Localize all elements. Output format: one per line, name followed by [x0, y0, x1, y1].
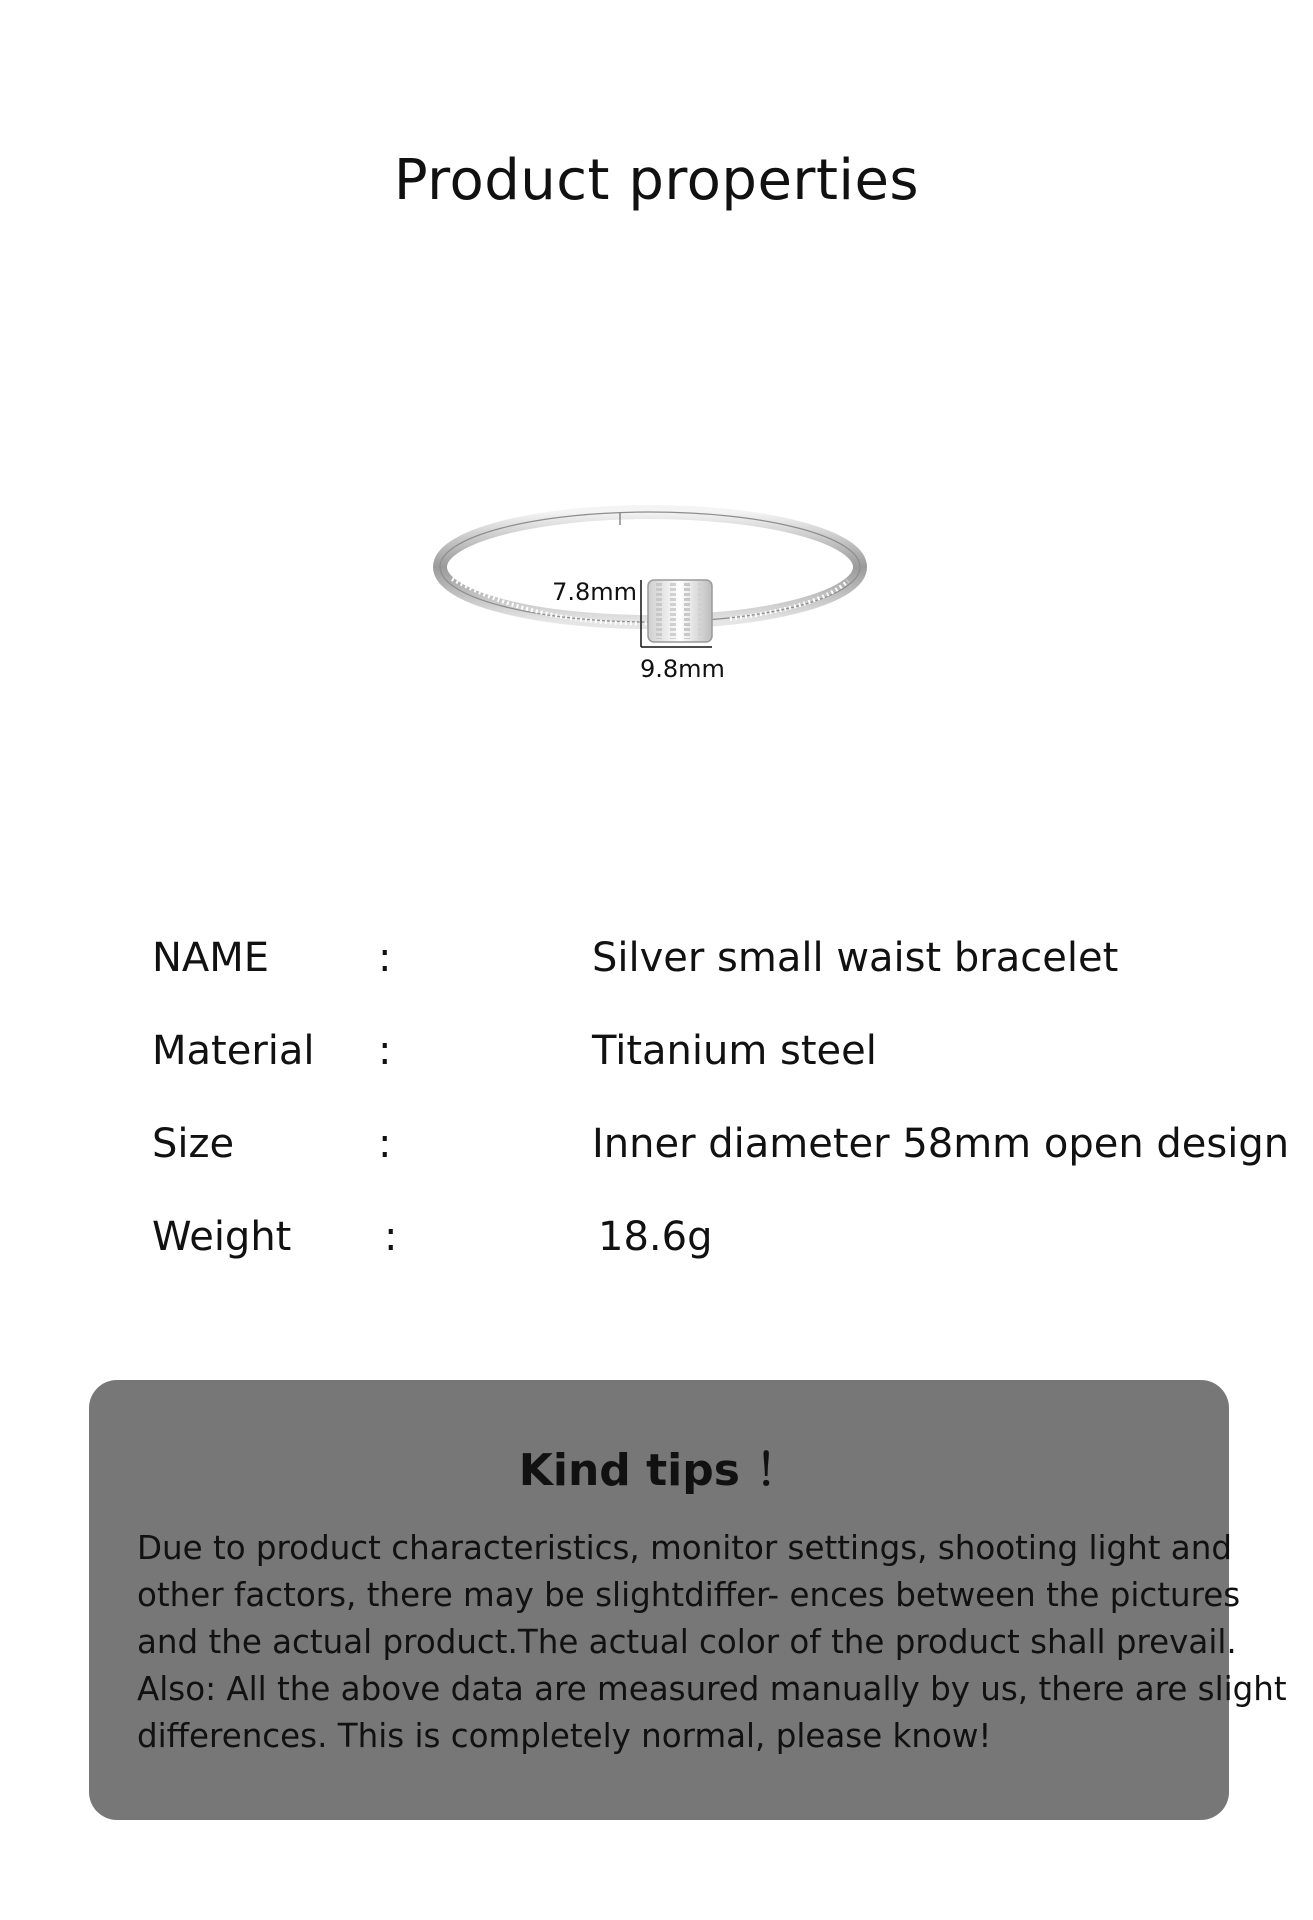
property-value: 18.6g	[598, 1214, 713, 1260]
property-value: Titanium steel	[592, 1028, 877, 1074]
property-row-material	[0, 1028, 1313, 1088]
property-row-size	[0, 1121, 1313, 1181]
kind-tips-panel	[89, 1380, 1287, 1820]
property-colon: :	[378, 1028, 392, 1074]
property-key: Size	[152, 1121, 235, 1167]
page-title: Product properties	[393, 148, 920, 213]
property-key: NAME	[152, 935, 270, 981]
property-value: Inner diameter 58mm open design	[592, 1121, 1290, 1167]
bangle-bracelet-image	[430, 495, 870, 695]
property-value: Silver small waist bracelet	[592, 935, 1119, 981]
barrel-charm	[648, 580, 712, 642]
tips-line: differences. This is completely normal, please know!	[137, 1717, 992, 1755]
width-dimension-label: 9.8mm	[640, 655, 725, 683]
kind-tips-title: Kind tips ！	[518, 1445, 800, 1496]
property-colon: :	[384, 1214, 398, 1260]
property-colon: :	[378, 935, 392, 981]
tips-line: Also: All the above data are measured manually by us, there are slight	[137, 1670, 1287, 1708]
kind-tips-text	[137, 1525, 1287, 1760]
tips-line: Due to product characteristics, monitor settings, shooting light and	[137, 1529, 1232, 1567]
property-key: Weight	[152, 1214, 292, 1260]
height-dimension-label: 7.8mm	[552, 578, 637, 606]
property-key: Material	[152, 1028, 315, 1074]
property-row-name	[0, 935, 1313, 995]
tips-line: and the actual product.The actual color of the product shall prevail.	[137, 1623, 1237, 1661]
tips-line: other factors, there may be slightdiffer- ences between the pictures	[137, 1576, 1241, 1614]
property-row-weight	[0, 1214, 1313, 1274]
property-colon: :	[378, 1121, 392, 1167]
